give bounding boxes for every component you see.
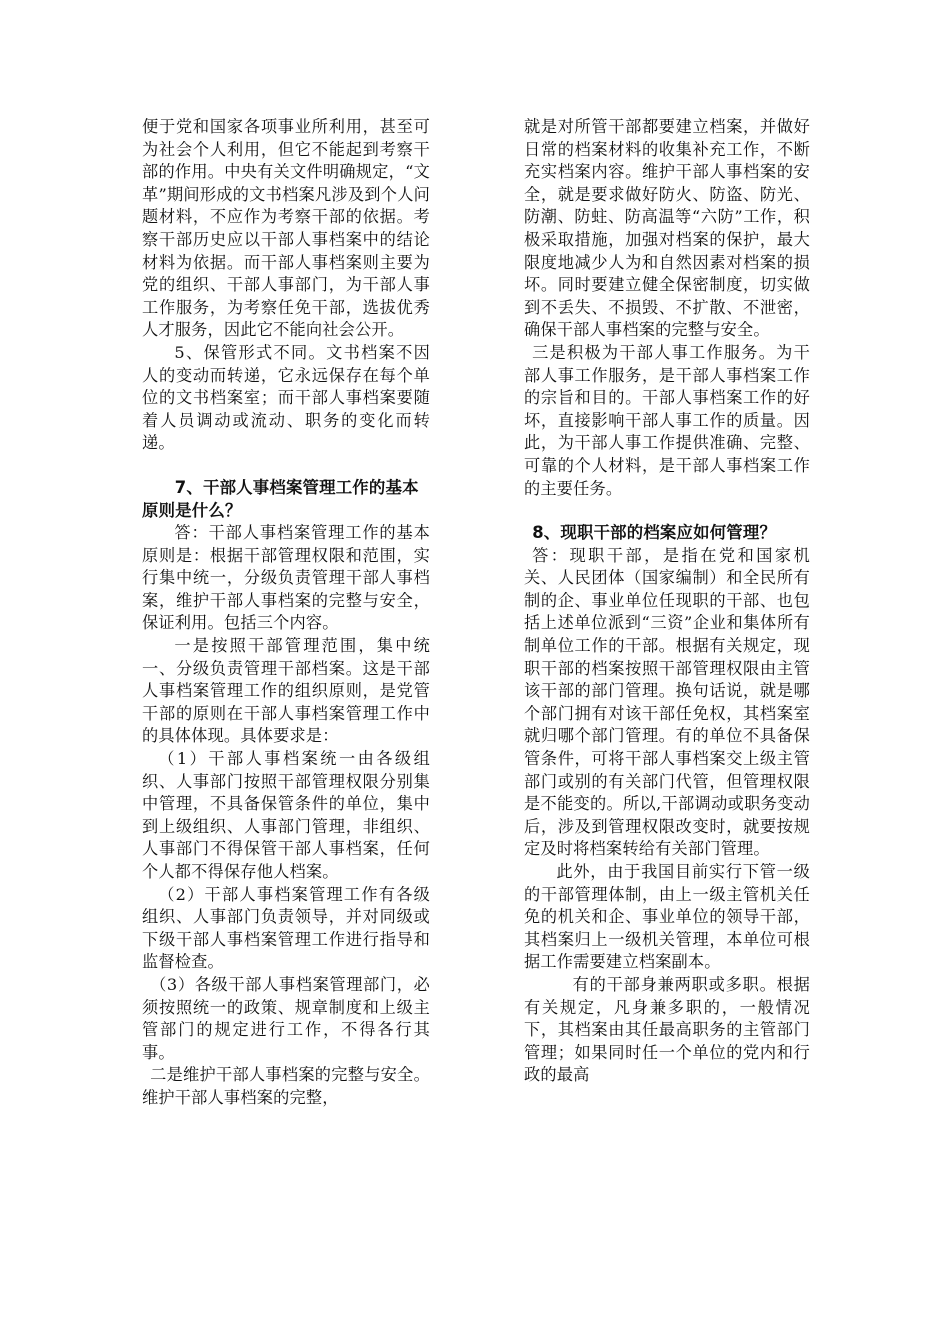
spacer: [524, 500, 810, 522]
paragraph: 就是对所管干部都要建立档案，并做好日常的档案材料的收集补充工作，不断充实档案内容。维护干部人事档案的安全，就是要求做好防火、防盗、防光、防潮、防蛀、防高温等“六防”工作，积极采取措施，加强对档案的保护，最大限度地减少人为和自然因素对档案的损坏。同时要建立健全保密制度，切实做到不丢失、不损毁、不扩散、不泄密，确保干部人事档案的完整与安全。: [524, 117, 810, 340]
paragraph: 答：现职干部，是指在党和国家机关、人民团体（国家编制）和全民所有制的企、事业单位任现职的干部、也包括上述单位派到“三资”企业和集体所有制单位工作的干部。根据有关规定，现职干部的档案按照干部管理权限由主管该干部的部门管理。换句话说，就是哪个部门拥有对该干部任免权，其档案室就归哪个部门管理。有的单位不具备保管条件，可将干部人事档案交上级主管部门或别的有关部门代管，但管理权限是不能变的。所以,干部调动或职务变动后，涉及到管理权限改变时，就要按规定及时将档案转给有关部门管理。: [524, 545, 810, 859]
paragraph: 二是维护干部人事档案的完整与安全。维护干部人事档案的完整，: [142, 1065, 430, 1107]
paragraph: 答：干部人事档案管理工作的基本原则是：根据干部管理权限和范围，实行集中统一，分级负责管理干部人事档案，维护干部人事档案的完整与安全，保证利用。包括三个内容。: [142, 523, 430, 633]
paragraph: 一是按照干部管理范围，集中统一、分级负责管理干部档案。这是干部人事档案管理工作的组织原则，是党管干部的原则在干部人事档案管理工作中的具体体现。具体要求是：: [142, 636, 430, 746]
paragraph: （3）各级干部人事档案管理部门，必须按照统一的政策、规章制度和上级主管部门的规定进行工作，不得各行其事。: [142, 974, 430, 1062]
left-column: [142, 116, 430, 1110]
paragraph: 有的干部身兼两职或多职。根据有关规定，凡身兼多职的，一般情况下，其档案由其任最高职务的主管部门管理；如果同时任一个单位的党内和行政的最高: [524, 974, 810, 1085]
paragraph: （1）干部人事档案统一由各级组织、人事部门按照干部管理权限分别集中管理，不具备保管条件的单位，集中到上级组织、人事部门管理，非组织、人事部门不得保管干部人事档案，任何个人都不得保存他人档案。: [142, 749, 430, 881]
right-column: [524, 116, 810, 1087]
spacer: [142, 455, 430, 477]
paragraph: 三是积极为干部人事工作服务。为干部人事工作服务，是干部人事档案工作的宗旨和目的。干部人事档案工作的好坏，直接影响干部人事工作的质量。因此，为干部人事工作提供准确、完整、可靠的个人材料，是干部人事档案工作的主要任务。: [524, 342, 810, 498]
paragraph: 此外，由于我国目前实行下管一级的干部管理体制，由上一级主管机关任免的机关和企、事业单位的领导干部，其档案归上一级机关管理，本单位可根据工作需要建立档案副本。: [524, 862, 810, 972]
paragraph: 5、保管形式不同。文书档案不因人的变动而转递，它永远保存在每个单位的文书档案室；而干部人事档案要随着人员调动或流动、职务的变化而转递。: [142, 342, 430, 453]
section-heading-7: 7、干部人事档案管理工作的基本原则是什么？: [142, 477, 419, 520]
paragraph: 便于党和国家各项事业所利用，甚至可为社会个人利用，但它不能起到考察干部的作用。中央有关文件明确规定，“文革”期间形成的文书档案凡涉及到个人问题材料，不应作为考察干部的依据。考察干部历史应以干部人事档案中的结论材料为依据。而干部人事档案则主要为党的组织、干部人事部门，为干部人事工作服务，为考察任免干部，选拔优秀人才服务，因此它不能向社会公开。: [142, 117, 430, 340]
paragraph: （2）干部人事档案管理工作有各级组织、人事部门负责领导，并对同级或下级干部人事档案管理工作进行指导和监督检查。: [142, 884, 430, 972]
section-heading-8: 8、现职干部的档案应如何管理？: [532, 523, 777, 543]
